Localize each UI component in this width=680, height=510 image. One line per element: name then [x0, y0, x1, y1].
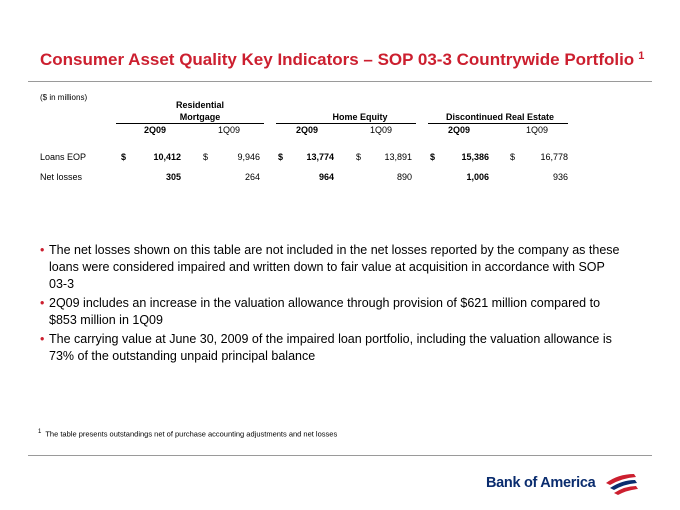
cell-he-1q09: 13,891	[384, 152, 412, 162]
footnote-text: The table presents outstandings net of purchase accounting adjustments and net losses	[45, 429, 338, 439]
bank-of-america-logo	[486, 472, 646, 500]
currency-symbol: $	[278, 152, 284, 162]
page-title	[40, 50, 644, 70]
bullet-dot-icon: •	[40, 332, 45, 346]
cell-dre-2q09: 15,386	[461, 152, 489, 162]
cell-res-2q09: 10,412	[153, 152, 181, 162]
footnote	[38, 429, 337, 439]
period-header-dre-1q09: 1Q09	[525, 125, 549, 135]
cell-res-1q09: 9,946	[237, 152, 260, 162]
footer-divider	[28, 455, 652, 456]
cell-res-1q09: 264	[244, 172, 260, 182]
cell-dre-2q09: 1,006	[466, 172, 489, 182]
period-header-res-1q09: 1Q09	[217, 125, 241, 135]
group-header-discontinued-real-estate: Discontinued Real Estate	[445, 112, 555, 122]
currency-symbol: $	[203, 152, 209, 162]
title-footnote-marker: 1	[638, 50, 645, 62]
bullet-text: 2Q09 includes an increase in the valuation allowance through provision of $621 million compared to $853 million in 1Q09	[49, 296, 601, 327]
cell-he-2q09: 13,774	[306, 152, 334, 162]
units-note: ($ in millions)	[40, 93, 88, 102]
bullet-item	[40, 295, 620, 329]
bullet-dot-icon: •	[40, 296, 45, 310]
flag-icon	[604, 472, 638, 498]
group-underline-home-equity	[276, 123, 416, 124]
title-divider	[28, 81, 652, 82]
currency-symbol: $	[356, 152, 362, 162]
currency-symbol: $	[121, 152, 127, 162]
group-header-line: Mortgage	[179, 112, 221, 122]
period-header-res-2q09: 2Q09	[143, 125, 167, 135]
bullet-item	[40, 242, 620, 293]
bullet-text: The net losses shown on this table are not included in the net losses reported by the company as these loans were considered impaired and written down to fair value at acquisition in accordance with SOP 03-3	[49, 243, 620, 291]
group-underline-residential	[116, 123, 264, 124]
bullet-text: The carrying value at June 30, 2009 of the impaired loan portfolio, including the valuation allowance is 73% of the outstanding unpaid principal balance	[49, 332, 612, 363]
period-header-he-1q09: 1Q09	[369, 125, 393, 135]
bullet-item	[40, 331, 620, 365]
bullet-list	[40, 242, 620, 367]
cell-dre-1q09: 16,778	[540, 152, 568, 162]
bullet-dot-icon: •	[40, 243, 45, 257]
currency-symbol: $	[510, 152, 516, 162]
period-header-dre-2q09: 2Q09	[447, 125, 471, 135]
page-title-text: Consumer Asset Quality Key Indicators – SOP 03-3 Countrywide Portfolio	[40, 50, 635, 69]
group-header-line: Residential	[175, 100, 224, 110]
footnote-marker: 1	[38, 429, 42, 435]
cell-dre-1q09: 936	[552, 172, 568, 182]
group-header-home-equity: Home Equity	[332, 112, 388, 122]
row-label: Loans EOP	[40, 152, 87, 162]
cell-he-2q09: 964	[318, 172, 334, 182]
period-header-he-2q09: 2Q09	[295, 125, 319, 135]
group-underline-discontinued	[428, 123, 568, 124]
cell-he-1q09: 890	[396, 172, 412, 182]
logo-wordmark: Bank of America	[486, 475, 596, 491]
group-header-residential-mortgage	[150, 99, 250, 123]
currency-symbol: $	[430, 152, 436, 162]
row-label: Net losses	[40, 172, 83, 182]
cell-res-2q09: 305	[165, 172, 181, 182]
